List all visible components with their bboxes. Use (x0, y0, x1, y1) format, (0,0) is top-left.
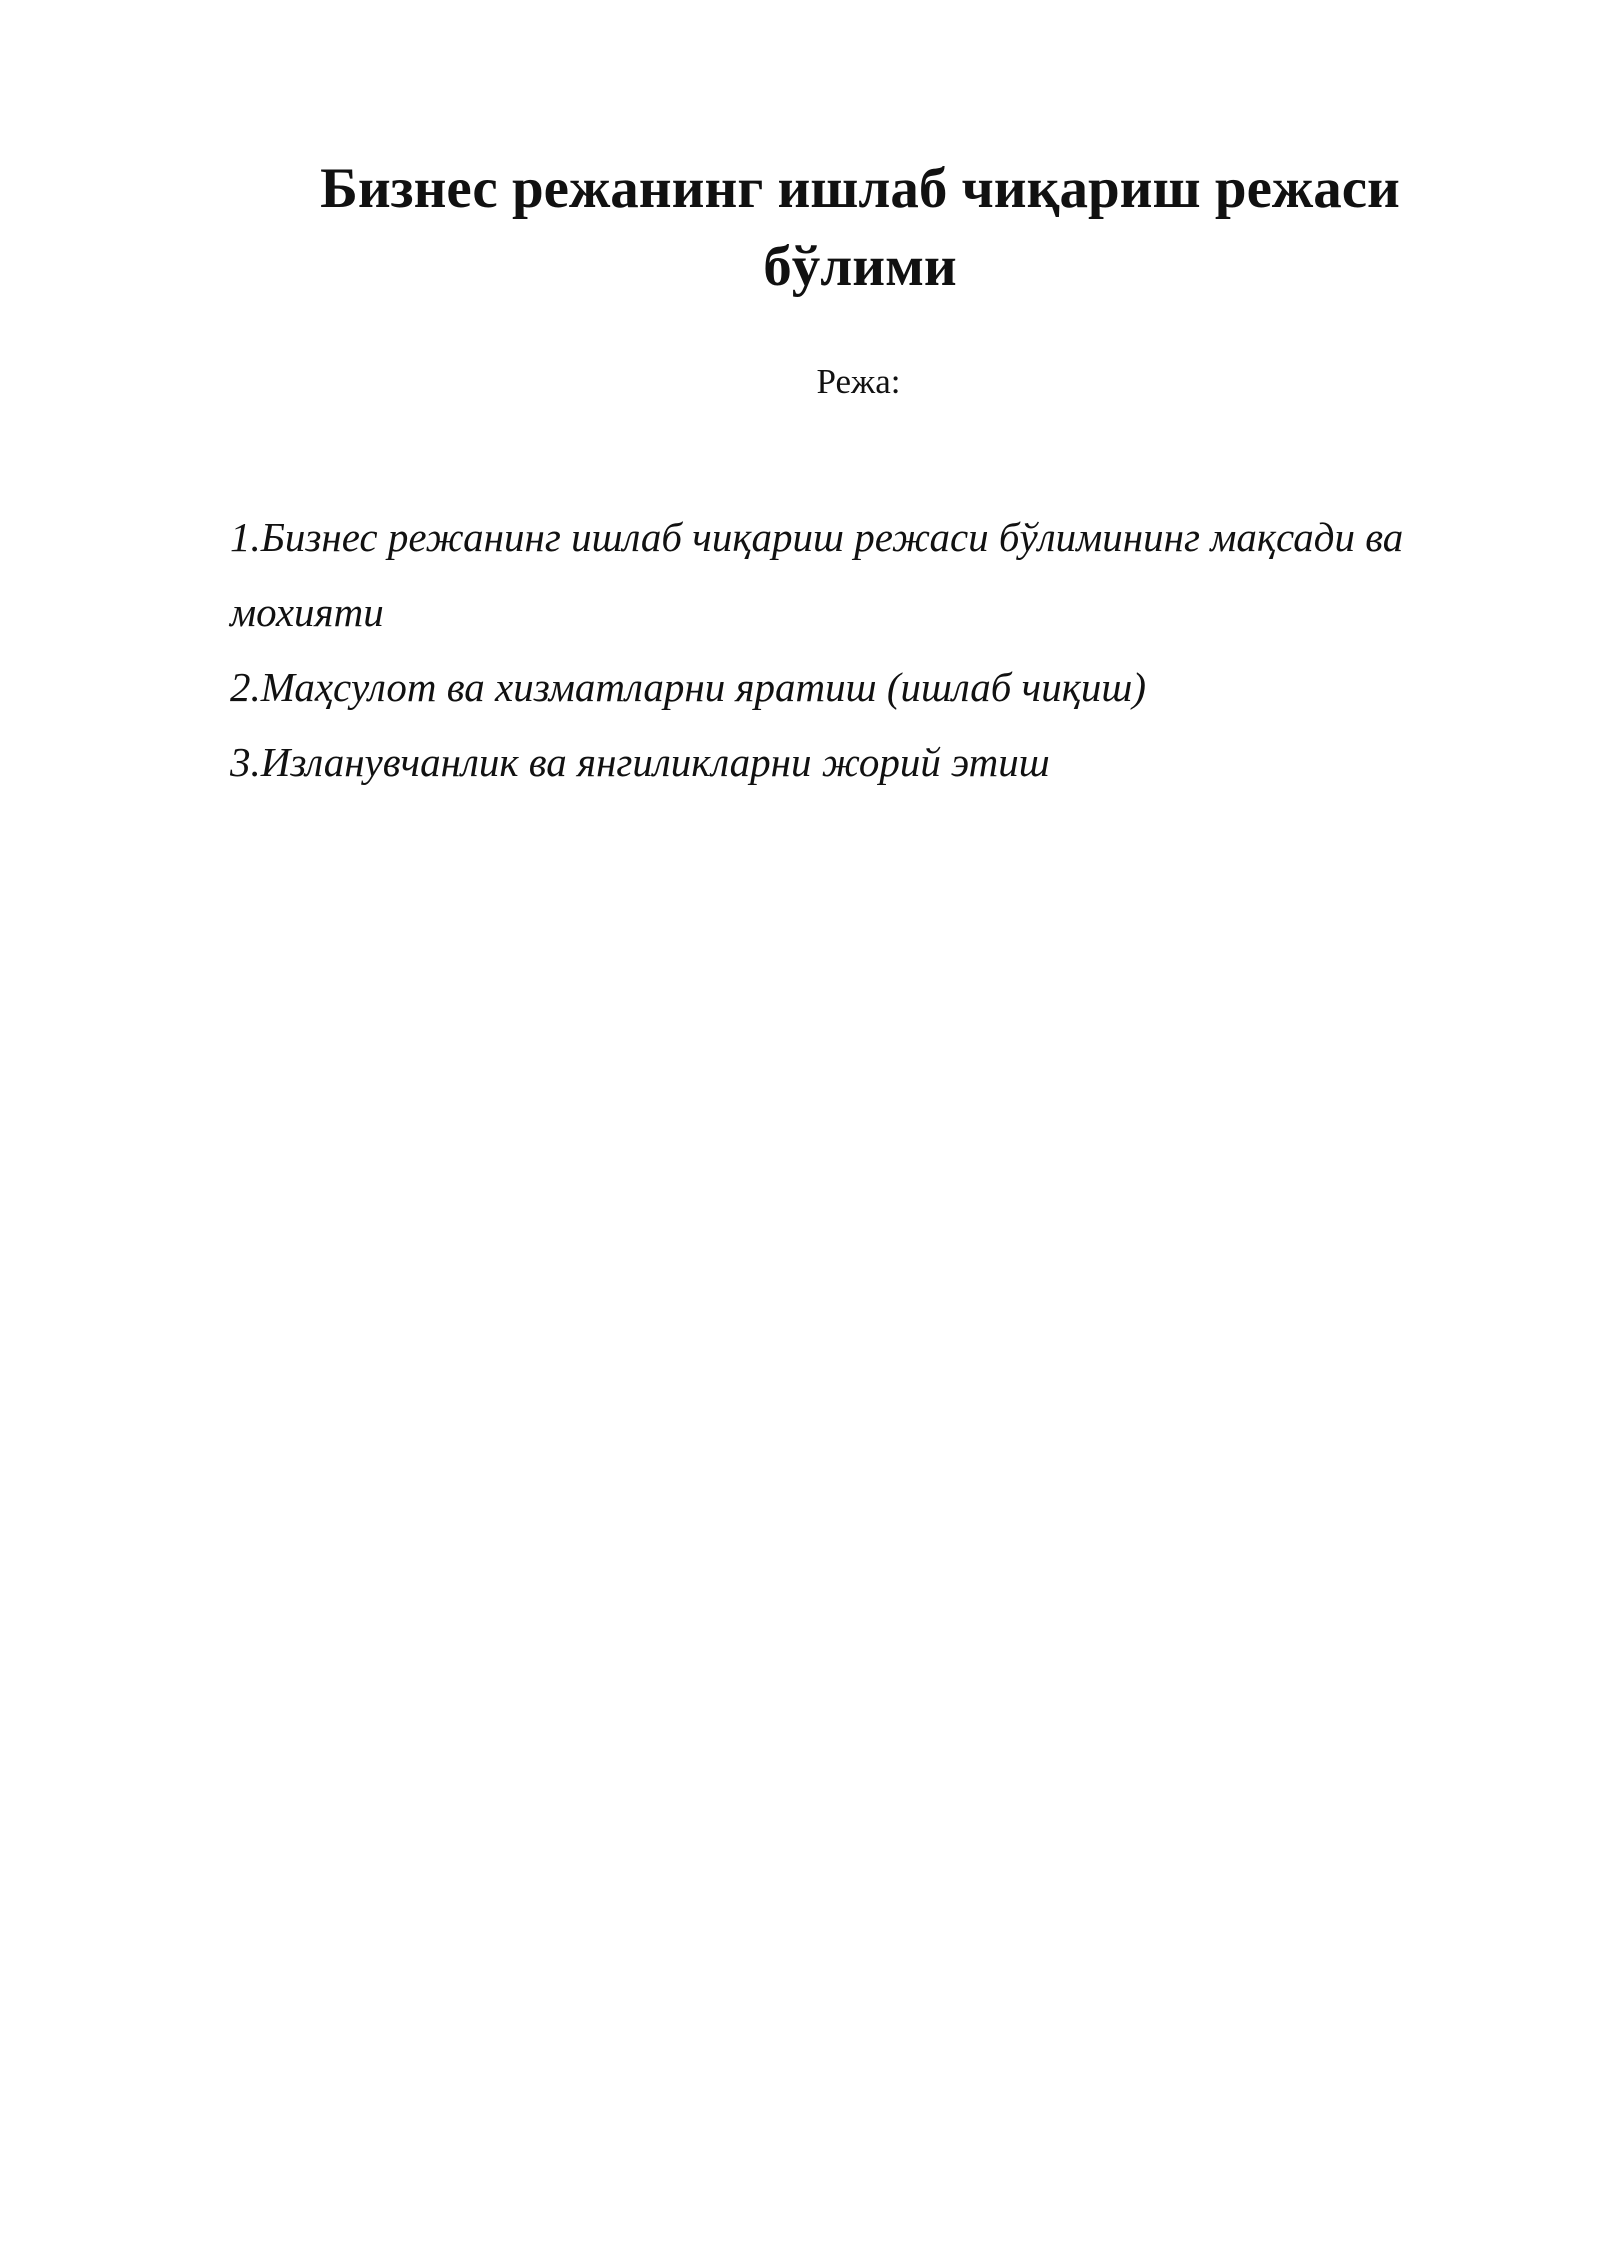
plan-item-2: 2.Маҳсулот ва хизматларни яратиш (ишлаб чиқиш) (230, 664, 1147, 710)
document-title: Бизнес режанинг ишлаб чиқариш режаси бўлими (320, 157, 1400, 298)
plan-list (230, 500, 1530, 800)
plan-label: Режа: (816, 362, 901, 401)
plan-item-3: 3.Изланувчанлик ва янгиликларни жорий этиш (230, 739, 1050, 785)
plan-item-1: 1.Бизнес режанинг ишлаб чиқариш режаси бўлимининг мақсади ва мохияти (230, 514, 1404, 635)
